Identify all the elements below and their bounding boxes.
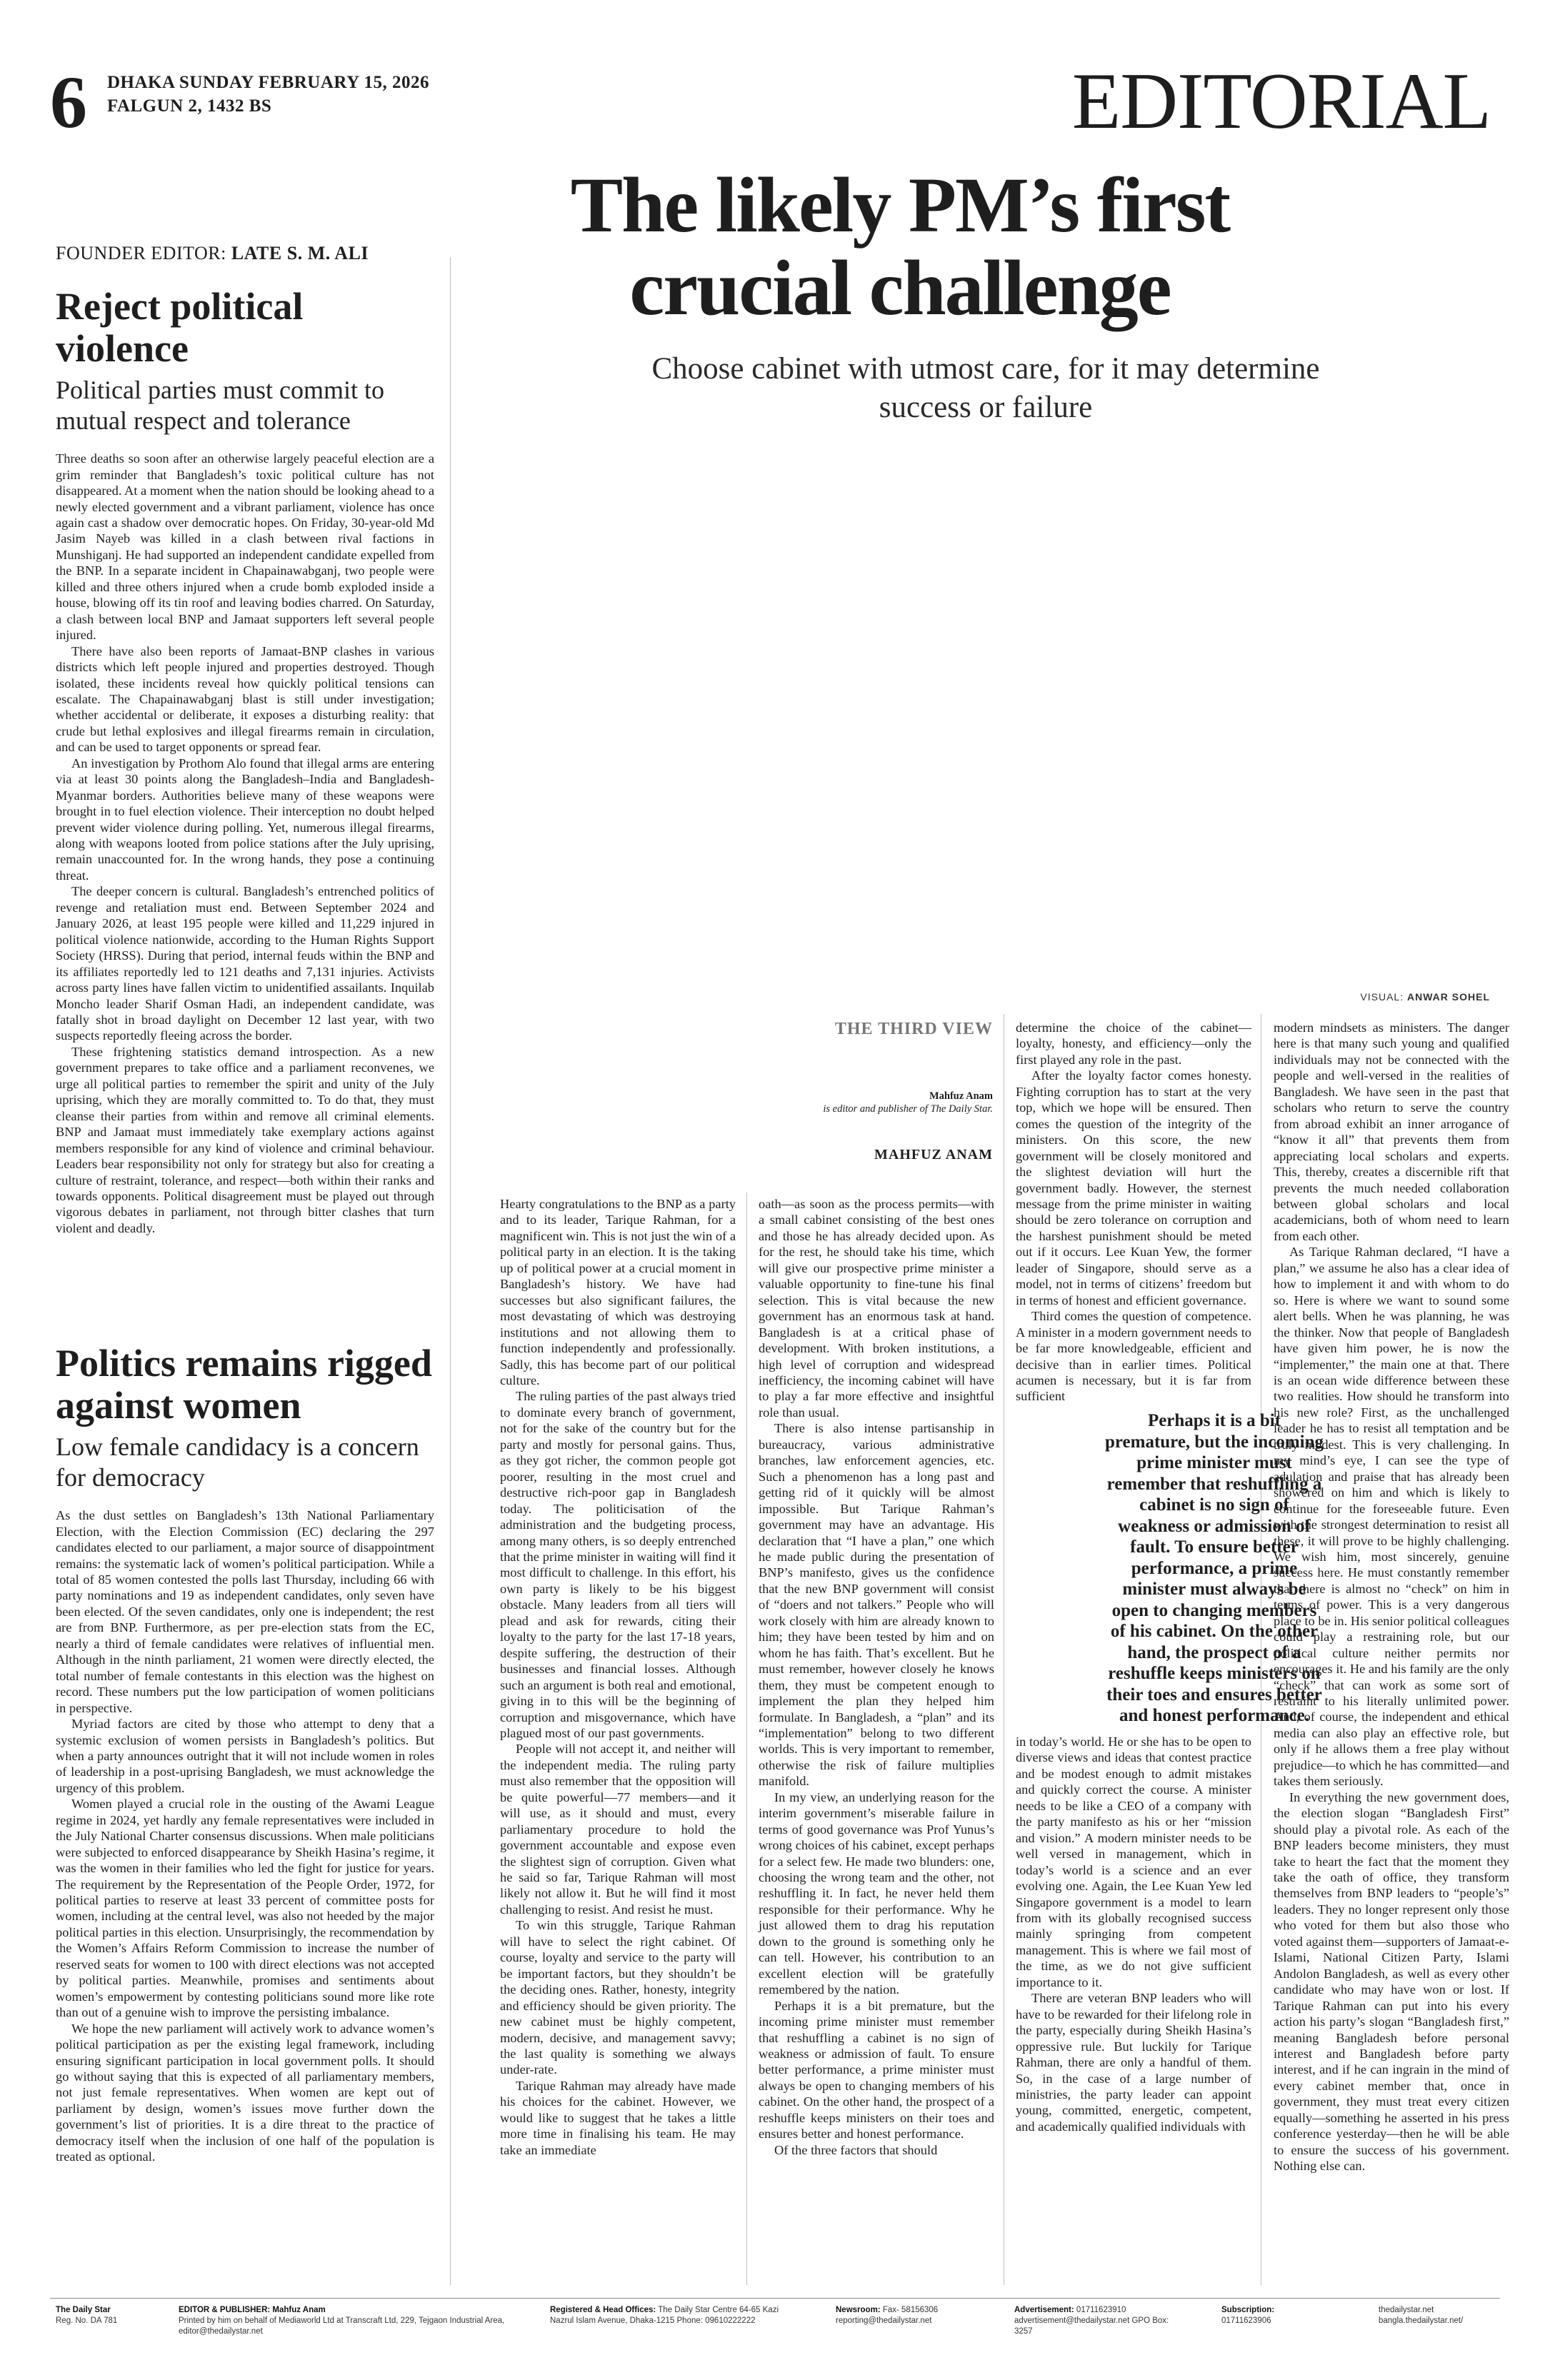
visual-credit-name: ANWAR SOHEL	[1407, 991, 1490, 1003]
paragraph: In everything the new government does, the election slogan “Bangladesh First” should play a pivotal role. As each of the BNP leaders become ministers, they must take to heart the fact that the moment they take the oath of office, they transform themselves from BNP leaders to “people’s” leaders. They no longer represent only those who voted for them but also those who voted against them—supporters of Jamaat-e-Islami, National Citizen Party, Islami Andolon Bangladesh, as well as every other candidate who may have won or lost. If Tarique Rahman can put into his every action his party’s slogan “Bangladesh first,” meaning Bangladesh before personal interest and Bangladesh before party interest, and if he can ingrain in the mind of every cabinet member that, once in government, they must treat every citizen equally—something he asserted in his press conference yesterday—then he will be able to ensure the success of his government. Nothing else can.	[1274, 1789, 1509, 2174]
visual-credit	[1360, 991, 1490, 1003]
editorial-body	[56, 451, 434, 1236]
footer-paper	[56, 2305, 163, 2326]
article-column-1	[500, 1196, 736, 2158]
footer-rule	[50, 2298, 1500, 2299]
paragraph: Hearty congratulations to the BNP as a party and to its leader, Tarique Rahman, for a magnificent win. This is not just the win of a political party in an election. It is the taking up of political power at a crucial moment in Bangladesh’s history. We have had successes but also significant failures, the most devastating of which was destroying institutions and not allowing them to function independently and professionally. Sadly, this has become part of our political culture.	[500, 1197, 736, 1387]
footer-printed: Printed by him on behalf of Mediaworld Ltd at Transcraft Ltd, 229, Tejgaon Industrial Area, editor@thedailystar.net	[179, 2316, 505, 2336]
footer-office-text: The Daily Star Centre 64-65 Kazi Nazrul Islam Avenue, Dhaka-1215 Phone: 09610222222	[550, 2306, 779, 2325]
paragraph: As the dust settles on Bangladesh’s 13th National Parliamentary Election, with the Election Commission (EC) declaring the 297 candidates elected to our parliament, a major source of disappointment remains: the systematic lack of women’s political participation. While a total of 85 women contested the polls last Thursday, including 66 with party nominations and 19 as independent candidates, only seven have been elected. Of the seven candidates, only one is independent; the rest are from BNP. Furthermore, as per pre-election stats from the EC, nearly a third of female candidates were relatives of influential men. Although in the ninth parliament, 21 women were directly elected, the total number of female contestants in this election was the highest on record. These numbers put the low participation of women politicians in perspective.	[56, 1508, 434, 1715]
footer-newsroom-text: Fax- 58156306 reporting@thedailystar.net	[836, 2306, 939, 2325]
footer-editor-name: Mahfuz Anam	[272, 2306, 326, 2314]
paragraph: There have also been reports of Jamaat-BNP clashes in various districts which left people injured and properties destroyed. Though isolated, these incidents reveal how quickly political tensions can escalate. The Chapainawabganj blast is still under investigation; whether accidental or deliberate, it exposes a disturbing reality: that crude but lethal explosives and illegal firearms remain in circulation, and can be used to target opponents or spread fear.	[56, 643, 434, 755]
paragraph: modern mindsets as ministers. The danger here is that many such young and qualified individuals may not be connected with the people and well-versed in the realities of Bangladesh. We have seen in the past that scholars who return to serve the country from abroad exhibit an inner arrogance of “know it all” that prevents them from appreciating local scholars and experts. This, thereby, creates a discernible rift that prevents the much needed collaboration between global scholars and local academicians, both of whom need to learn from each other.	[1274, 1020, 1509, 1243]
founder-line	[56, 243, 369, 264]
author-note-text: is editor and publisher of The Daily Star.	[823, 1103, 993, 1115]
date-line	[107, 71, 429, 118]
footer-office-label: Registered & Head Offices:	[550, 2306, 656, 2314]
footer-newsroom	[836, 2305, 993, 2326]
paragraph: Perhaps it is a bit premature, but the incoming prime minister must remember that reshuffling a cabinet is no sign of weakness or admission of fault. To ensure better performance, a prime minister must always be open to changing members of his cabinet. On the other hand, the prospect of a reshuffle keeps ministers on their toes and ensures better and honest performance.	[759, 1998, 994, 2142]
paragraph: Third comes the question of competence. A minister in a modern government needs to be far more knowledgeable, efficient and decisive than in earlier times. Political acumen is necessary, but it is far from sufficient	[1016, 1309, 1251, 1404]
article-column-4	[1274, 1020, 1509, 2174]
illustration	[468, 443, 1489, 985]
paragraph: determine the choice of the cabinet—loyalty, honesty, and efficiency—only the first played any role in the past.	[1016, 1020, 1251, 1067]
author-note-name: Mahfuz Anam	[929, 1090, 993, 1102]
article-column-3-top	[1016, 1020, 1251, 1405]
editorial-women	[56, 1342, 434, 2165]
paragraph: The ruling parties of the past always tried to dominate every branch of government, not for the sake of the country but for the party and mostly for personal gains. Thus, as they got richer, the common people got poorer, resulting in the most cruel and destructive rich-poor gap in Bangladesh today. The politicisation of the administration and the budgeting process, among many others, is so deeply entrenched that the prime minister in waiting will find it most difficult to challenge. In this effort, his own party is likely to be his biggest obstacle. Many leaders from all tiers will plead and ask for rewards, citing their loyalty to the party for the last 17-18 years, despite suffering, the destruction of their businesses and financial losses. Although such an argument is both real and emotional, giving in to this will be the beginning of corruption and misgovernance, which have plagued most of our past governments.	[500, 1389, 736, 1740]
editorial-headline: Politics remains rigged against women	[56, 1342, 432, 1427]
footer-web-text: thedailystar.net bangla.thedailystar.net/	[1379, 2306, 1464, 2325]
column-rule	[450, 257, 451, 2285]
editorial-body	[56, 1507, 434, 2165]
footer-paper-name: The Daily Star	[56, 2306, 111, 2314]
article-column-3-bottom	[1016, 1734, 1251, 2134]
paragraph: in today’s world. He or she has to be open to diverse views and ideas that contest practice and be modest enough to admit mistakes and quickly correct the course. A minister needs to be like a CEO of a company with the party manifesto as his or her “mission and vision.” A modern minister needs to be well versed in management, which in today’s world is a science and an ever evolving one. Again, the Lee Kuan Yew led Singapore government is a model to learn from with its globally recognised success mainly springing from competent management. This is where we fail most of the time, as we do not give sufficient importance to it.	[1016, 1734, 1251, 1989]
paragraph: People will not accept it, and neither will the independent media. The ruling party must also remember that the opposition will be quite powerful—77 members—and it will use, as it should and must, every parliamentary procedure to hold the government accountable and expose even the slightest sign of corruption. Given what he said so far, Tarique Rahman will most likely not allow it. But he will find it most challenging to resist. And resist he must.	[500, 1742, 736, 1917]
paragraph: The deeper concern is cultural. Bangladesh’s entrenched politics of revenge and retaliation must end. Between September 2024 and January 2026, at least 195 people were killed and 11,229 injured in political violence nationwide, according to the Human Rights Support Society (HRSS). During that period, internal feuds within the BNP and its affiliates reportedly led to 121 deaths and 7,131 injuries. Activists across party lines have fallen victim to unidentified assailants. Inquilab Moncho leader Sharif Osman Hadi, an independent candidate, was fatally shot in broad daylight on December 12 last year, with two suspects reportedly fleeing across the border.	[56, 884, 434, 1043]
paragraph: We hope the new parliament will actively work to advance women’s political participation as per the existing legal framework, including ensuring significant participation in local government polls. It should go without saying that this is expected of all parliamentary members, not just female representatives. When women are kept out of parliament by design, women’s issues move further down the government’s list of priorities. It is a dire threat to the practice of democracy itself when the inclusion of one half of the population is treated as optional.	[56, 2021, 434, 2164]
editorial-subhead: Political parties must commit to mutual respect and tolerance	[56, 375, 384, 435]
paragraph: Myriad factors are cited by those who attempt to deny that a systemic exclusion of women persists in Bangladesh’s politics. But when a party announces outright that it will not include women in roles of leadership in a post-uprising Bangladesh, we must acknowledge the urgency of this problem.	[56, 1717, 434, 1795]
paragraph: To win this struggle, Tarique Rahman will have to select the right cabinet. Of course, loyalty and service to the party will be important factors, but they shouldn’t be the deciding ones. Rather, honesty, integrity and efficiency should be given priority. The new cabinet must be highly competent, modern, decisive, and management savvy; the last quality is something we always under-rate.	[500, 1918, 736, 2077]
author-note	[786, 1090, 993, 1115]
footer-web	[1379, 2305, 1500, 2326]
editorial-headline: Reject political violence	[56, 285, 304, 371]
footer-office	[550, 2305, 793, 2326]
footer-advert-label: Advertisement:	[1014, 2306, 1074, 2314]
paragraph: There is also intense partisanship in bureaucracy, various administrative branches, law enforcement agencies, etc. Such a phenomenon has a long past and getting rid of it quickly will be almost impossible. But Tarique Rahman’s government may have an advantage. His declaration that “I have a plan,” one which he made public during the presentation of BNP’s manifesto, gives us the confidence that the new BNP government will consist of “doers and not talkers.” People who will work closely with him are already known to him; they have been tested by him and on whom he has faith. That’s excellent. But he must remember, however closely he knows them, they must be competent enough to implement the plan they helped him formulate. In Bangladesh, a “plan” and its “implementation” belong to two different worlds. This is very important to remember, otherwise the risk of failure multiplies manifold.	[759, 1421, 994, 1789]
visual-credit-label: VISUAL:	[1360, 991, 1404, 1003]
founder-label: FOUNDER EDITOR:	[56, 243, 226, 263]
column-rule	[746, 1192, 747, 2285]
founder-name: LATE S. M. ALI	[231, 243, 369, 263]
paragraph: An investigation by Prothom Alo found that illegal arms are entering via at least 30 points along the Bangladesh–India and Bangladesh-Myanmar borders. Authorities believe many of these weapons were brought in to fuel election violence. Their interception no doubt helped prevent wider violence during polling. Yet, numerous illegal firearms, along with weapons looted from police stations after the July uprising, remain unaccounted for. In the wrong hands, they pose a continuing threat.	[56, 755, 434, 883]
section-title: EDITORIAL	[1071, 57, 1491, 146]
footer-subs-text: 01711623906	[1221, 2316, 1271, 2325]
paragraph: Of the three factors that should	[774, 2142, 938, 2157]
english-date: DHAKA SUNDAY FEBRUARY 15, 2026	[107, 73, 429, 92]
paragraph: Women played a crucial role in the ousting of the Awami League regime in 2024, yet hardly any female representatives were included in the July National Charter consensus discussions. When male politicians were subjected to enforced disappearance by Sheikh Hasina’s regime, it was the women in their families who led the fight for justice for years. The requirement by the Representation of the People Order, 1972, for political parties to reserve at least 33 percent of committee posts for women, including at the central level, was also not heeded by the major political parties in this election. Unsurprisingly, the recommendation by the Women’s Affairs Reform Commission to increase the number of reserved seats for women to 100 with direct elections was not accepted by political parties. Meanwhile, promises and sentiments about women’s empowerment by contesting politicians sound more like rote than out of a genuine wish to improve the persisting imbalance.	[56, 1797, 434, 2020]
pull-quote: Perhaps it is a bit premature, but the incoming prime minister must remember that reshuffling a cabinet is no sign of weakness or admission of fault. To ensure better performance, a prime minister must always be open to changing members of his cabinet. On the other hand, the prospect of a reshuffle keeps ministers on their toes and ensures better and honest performance.	[1104, 1411, 1324, 1725]
main-subhead: Choose cabinet with utmost care, for it may determine success or failure	[651, 352, 1320, 424]
footer-editor-label: EDITOR & PUBLISHER:	[179, 2306, 271, 2314]
footer-advert-text: 01711623910 advertisement@thedailystar.net GPO Box: 3257	[1014, 2306, 1169, 2336]
article-column-2	[759, 1196, 994, 2158]
editorial-subhead: Low female candidacy is a concern for democracy	[56, 1432, 419, 1492]
editorial-violence	[56, 286, 434, 1236]
bengali-date: FALGUN 2, 1432 BS	[107, 96, 272, 116]
paragraph: Tarique Rahman may already have made his choices for the cabinet. However, we would like to suggest that he takes a little more time in finalising his team. He may take an immediate	[500, 2078, 736, 2157]
footer-subs-label: Subscription:	[1221, 2306, 1275, 2314]
paragraph: These frightening statistics demand introspection. As a new government prepares to take office and a parliament reconvenes, we urge all political parties to remember the spirit and unity of the July uprising, which they are morally committed to. To do that, they must cleanse their parties from within and remove all criminal elements. BNP and Jamaat must immediately take exemplary actions against members responsible for any kind of violence and criminal behaviour. Leaders bear responsibility not only for strategy but also for creating a culture of restraint, tolerance, and respect—both within their ranks and towards opponents. Political disagreement must be played out through vigorous debates in parliament, not through bitter clashes that turn violent and deadly.	[56, 1044, 434, 1235]
page-number: 6	[50, 61, 87, 144]
paragraph: There are veteran BNP leaders who will have to be rewarded for their lifelong role in the party, especially during Sheikh Hasina’s oppressive rule. But luckily for Tarique Rahman, there are only a handful of them. So, in the case of a large number of ministries, the party leader can appoint young, committed, energetic, competent, and academically qualified individuals with	[1016, 1991, 1251, 2134]
paragraph: oath—as soon as the process permits—with a small cabinet consisting of the best ones and those he has already decided upon. As for the rest, he should take his time, which will give our prospective prime minister a valuable opportunity to fine-tune his final selection. This is vital because the new government has an enormous task at hand. Bangladesh is at a critical phase of development. With broken institutions, a high level of corruption and widespread inefficiency, the incoming cabinet will have to play a far more effective and insightful role than usual.	[759, 1197, 994, 1420]
footer-newsroom-label: Newsroom:	[836, 2306, 881, 2314]
footer-advert	[1014, 2305, 1186, 2337]
paragraph: After the loyalty factor comes honesty. Fighting corruption has to start at the very top, which we hope will be ensured. Then comes the question of the integrity of the ministers. On this score, the new government will be closely monitored and the slightest deviation will hurt the government badly. However, the sternest message from the prime minister in waiting should be zero tolerance on corruption and the harshest punishment should be meted out if it occurs. Lee Kuan Yew, the former leader of Singapore, should serve as a model, not in terms of citizens’ freedom but in terms of honest and efficient governance.	[1016, 1068, 1251, 1307]
paragraph: As Tarique Rahman declared, “I have a plan,” we assume he also has a clear idea of how to implement it and with whom to do so. Here is where we want to sound some alert bells. When he was planning, he was the thinker. Now that people of Bangladesh have given him power, he is now the “implementer,” the main one at that. There is an ocean wide difference between these two realities. How should he transform into his new role? First, as the unchallenged leader he has to resist all temptation and be truly modest. This is very challenging. In my mind’s eye, I can see the type of adulation and praise that has already been showered on him and which is likely to continue for the foreseeable future. Even with the strongest determination to resist all these, it will prove to be highly challenging. We wish him, most sincerely, genuine success here. He must constantly remember that there is almost no “check” on him in terms of power. This is a very dangerous place to be in. His senior political colleagues could play a restraining role, but our political culture neither permits nor encourages it. He and his family are the only “check” that can work as some sort of restraint to his literally unlimited power. And, of course, the independent and ethical media can also play an effective role, but only if he allows them a free play without prejudice—to which he has committed—and takes them seriously.	[1274, 1245, 1509, 1789]
main-headline: The likely PM’s first crucial challenge	[570, 161, 1230, 331]
footer-reg: Reg. No. DA 781	[56, 2316, 118, 2325]
column-name: THE THIRD VIEW	[834, 1020, 993, 1038]
paragraph: In my view, an underlying reason for the interim government’s miserable failure in terms of good governance was Prof Yunus’s wrong choices of his cabinet, except perhaps for a select few. He made two blunders: one, choosing the wrong team and the other, not reshuffling it. In fact, he never held them responsible for their performance. Why he just allowed them to drag his reputation down to the ground is something only he can tell. However, his contribution to an excellent election will be gratefully remembered by the nation.	[759, 1789, 994, 1997]
footer-editor	[179, 2305, 514, 2337]
footer-subscription	[1221, 2305, 1329, 2326]
byline: MAHFUZ ANAM	[874, 1147, 993, 1163]
paragraph: Three deaths so soon after an otherwise largely peaceful election are a grim reminder that Bangladesh’s toxic political culture has not disappeared. At a moment when the nation should be looking ahead to a newly elected government and a vibrant parliament, violence has once again cast a shadow over democratic hopes. On Friday, 30-year-old Md Jasim Nayeb was killed in a clash between rival factions in Munshiganj. He had supported an independent candidate expelled from the BNP. In a separate incident in Chapainawabganj, two people were killed and three others injured when a crude bomb exploded inside a house, blowing off its tin roof and leaving bodies charred. On Saturday, a clash between local BNP and Jamaat supporters left several people injured.	[56, 451, 434, 643]
